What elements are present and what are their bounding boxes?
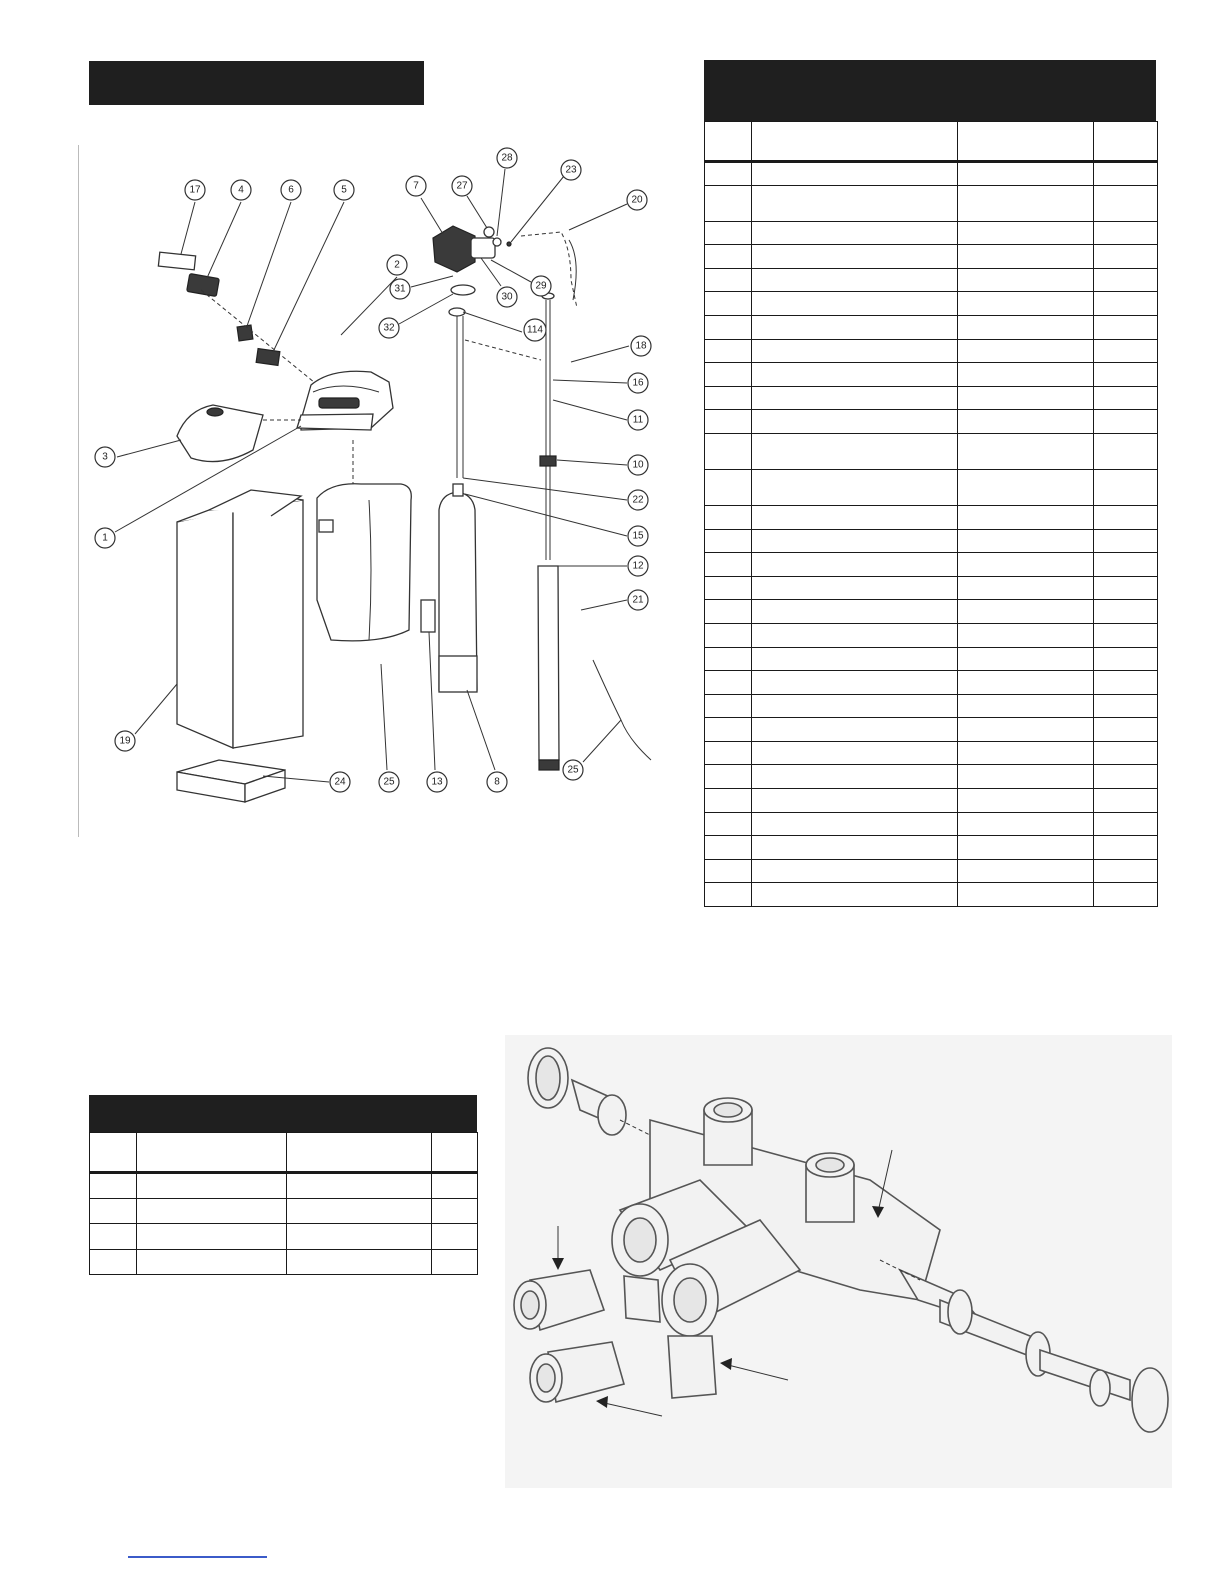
svg-text:32: 32 [383,322,395,334]
callout-32 [379,294,453,338]
svg-text:2: 2 [394,259,400,271]
parts-table-row [705,553,1158,577]
parts-table-row [705,529,1158,553]
callout-27 [452,176,487,228]
parts-table [704,121,1158,907]
parts-table-header [704,60,1156,122]
callout-25-tube [563,720,621,780]
svg-text:13: 13 [431,776,443,788]
bypass-table-row [90,1173,478,1199]
bypass-parts-table [89,1132,478,1275]
bypass-valve-illustration [505,1035,1172,1488]
parts-table-row [705,694,1158,718]
bypass-table-header [89,1095,477,1133]
control-board [187,274,220,297]
svg-text:17: 17 [189,184,201,196]
parts-table-row [705,671,1158,695]
callout-15 [465,494,648,546]
bypass-table-row [90,1249,478,1275]
svg-text:7: 7 [413,180,419,192]
svg-text:11: 11 [632,414,644,426]
exploded-view-drawing [79,145,665,837]
bypass-table-column-header [90,1133,478,1173]
shipping-box [177,510,233,748]
callout-22 [463,478,648,510]
svg-text:20: 20 [631,194,643,206]
callout-16 [553,373,648,393]
callout-11 [553,400,648,430]
svg-text:22: 22 [632,494,644,506]
col-qty [1094,122,1158,162]
callout-17 [181,180,205,254]
footer-link-underline[interactable] [128,1556,267,1558]
parts-table-row [705,185,1158,221]
parts-table-row [705,292,1158,316]
callout-28 [497,148,517,236]
arrow-adapter-bottom [596,1396,662,1416]
svg-text:3: 3 [102,451,108,463]
parts-table-row [705,859,1158,883]
svg-text:25: 25 [383,776,395,788]
callout-8 [467,690,507,792]
diagram-title-bar [89,61,424,105]
svg-text:18: 18 [635,340,647,352]
svg-text:25: 25 [567,764,579,776]
callout-25-cabinet [379,664,399,792]
svg-text:114: 114 [527,324,543,336]
callout-6 [247,180,301,326]
parts-table-row [705,162,1158,186]
callout-18 [571,336,651,362]
parts-table-row [705,221,1158,245]
svg-text:31: 31 [394,283,406,295]
parts-table-row [705,718,1158,742]
bypass-knob [1132,1368,1168,1432]
parts-table-row [705,836,1158,860]
bypass-table-row [90,1224,478,1250]
parts-table-row [705,268,1158,292]
data-label [421,600,435,632]
arrow-clip [720,1358,788,1380]
svg-text:28: 28 [501,152,513,164]
control-valve [433,226,475,272]
parts-table-row [705,765,1158,789]
exploded-diagram [78,145,665,837]
callout-10 [557,455,648,475]
small-board [237,325,253,341]
parts-table-row [705,245,1158,269]
col-part-no [958,122,1094,162]
callout-30 [481,258,517,307]
callout-31 [390,276,453,299]
callout-12 [557,556,648,576]
svg-text:15: 15 [632,530,644,542]
svg-text:10: 10 [632,459,644,471]
callout-114 [463,312,546,341]
callout-5 [273,180,354,352]
svg-text:12: 12 [632,560,644,572]
bypass-valve-drawing [505,1035,1172,1488]
svg-text:19: 19 [119,735,131,747]
parts-table-row [705,812,1158,836]
brine-well [538,566,559,760]
cabinet [317,484,411,641]
parts-table-row [705,386,1158,410]
parts-table-row [705,623,1158,647]
arrow-adapter-top [552,1226,564,1270]
parts-table-row [705,433,1158,469]
label-sticker [158,252,195,270]
cover-plate [256,349,280,366]
svg-text:8: 8 [494,776,500,788]
parts-table-row [705,505,1158,529]
parts-table-row [705,741,1158,765]
parts-table-row [705,647,1158,671]
callout-7 [406,176,443,234]
svg-text:21: 21 [632,594,644,606]
svg-text:5: 5 [341,184,347,196]
svg-text:6: 6 [288,184,294,196]
svg-text:23: 23 [565,164,577,176]
callout-21 [581,590,648,610]
retaining-clip [668,1336,716,1398]
parts-table-column-header [705,122,1158,162]
parts-table-row [705,339,1158,363]
svg-text:16: 16 [632,377,644,389]
col-ref-no [705,122,752,162]
parts-table-row [705,315,1158,339]
parts-table-row [705,576,1158,600]
parts-table-row [705,883,1158,907]
parts-table-row [705,410,1158,434]
col-description [752,122,958,162]
svg-text:27: 27 [456,180,468,192]
parts-table-row [705,363,1158,387]
svg-text:30: 30 [501,291,513,303]
parts-table-row [705,469,1158,505]
svg-text:4: 4 [238,184,244,196]
parts-table-row [705,600,1158,624]
svg-text:1: 1 [102,532,108,544]
svg-text:29: 29 [535,280,547,292]
parts-table-row [705,789,1158,813]
callout-19 [115,684,177,751]
callout-3 [95,440,181,467]
bypass-table-row [90,1198,478,1224]
svg-text:24: 24 [334,776,346,788]
callout-20 [569,190,647,230]
callout-4 [207,180,251,278]
